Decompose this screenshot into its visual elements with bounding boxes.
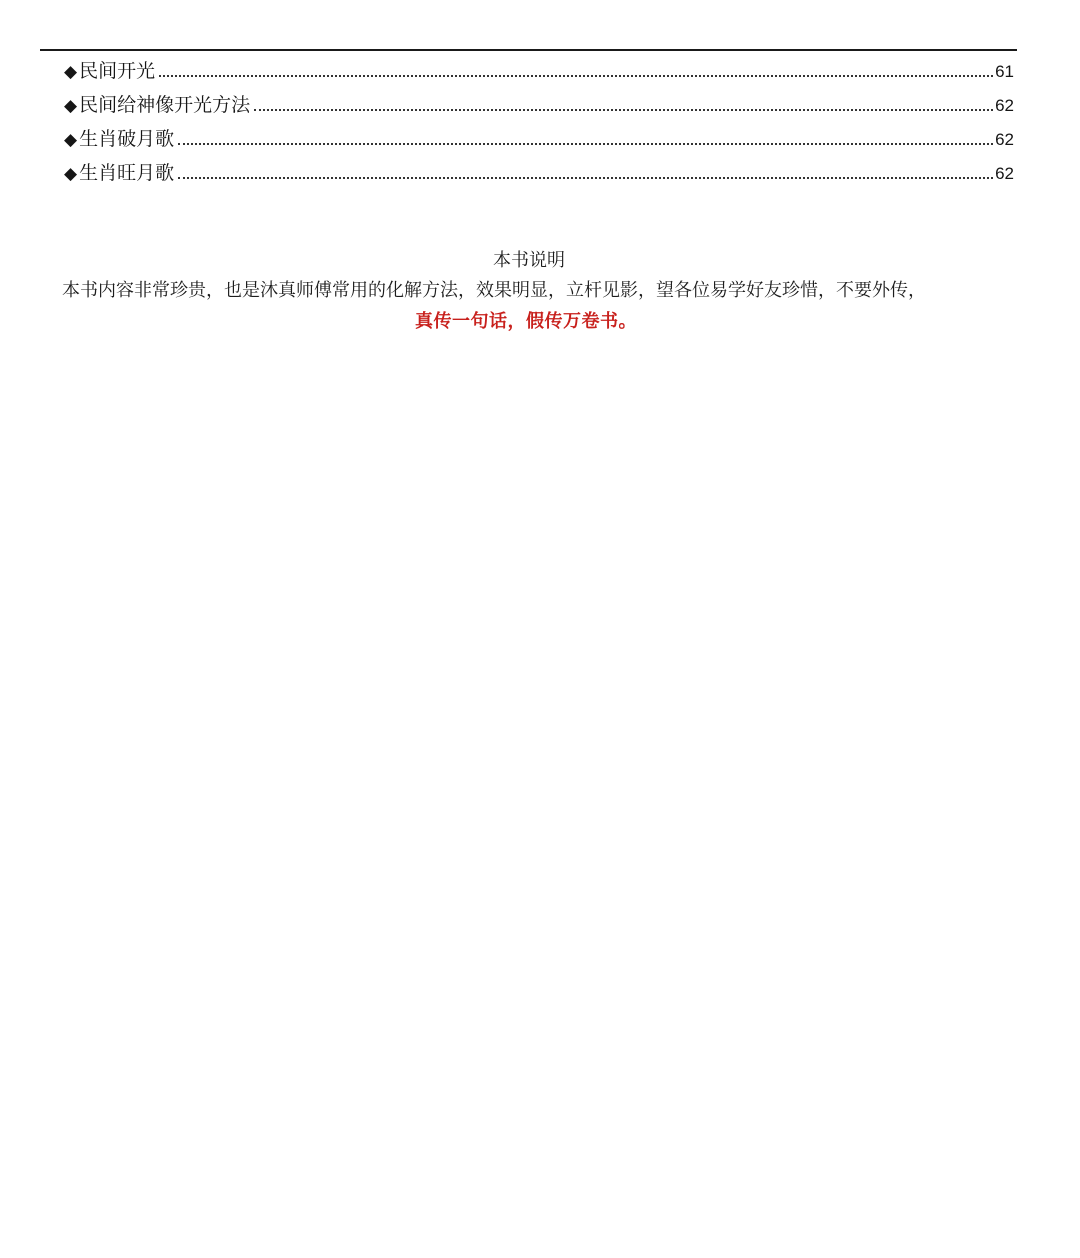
toc-entry-title: 生肖旺月歌 [79, 162, 175, 184]
book-note-body: 本书内容非常珍贵，也是沐真师傅常用的化解方法，效果明显，立杆见影，望各位易学好友珍惜，不要外传， [62, 280, 926, 301]
toc-entry-title: 民间给神像开光方法 [79, 94, 251, 116]
toc-entry-page: 62 [995, 130, 1014, 149]
dot-leader [178, 176, 993, 179]
toc-entry-title: 生肖破月歌 [79, 128, 175, 150]
dot-leader [178, 142, 993, 145]
diamond-bullet-icon: ◆ [64, 130, 78, 150]
toc-entry-page: 61 [995, 62, 1014, 81]
diamond-bullet-icon: ◆ [64, 96, 78, 116]
toc-entry-page: 62 [995, 96, 1014, 115]
dot-leader [254, 108, 993, 111]
header-rule [40, 49, 1017, 51]
toc-entry-title: 民间开光 [79, 60, 156, 82]
toc-entry [64, 158, 1014, 192]
toc-entry [64, 90, 1014, 124]
toc-entry [64, 124, 1014, 158]
book-note-heading: 本书说明 [493, 250, 565, 271]
book-note-emphasis: 真传一句话，假传万卷书。 [415, 311, 637, 332]
dot-leader [159, 74, 993, 77]
diamond-bullet-icon: ◆ [64, 164, 78, 184]
toc-entry [64, 56, 1014, 90]
diamond-bullet-icon: ◆ [64, 62, 78, 82]
table-of-contents [64, 56, 1014, 192]
toc-entry-page: 62 [995, 164, 1014, 183]
